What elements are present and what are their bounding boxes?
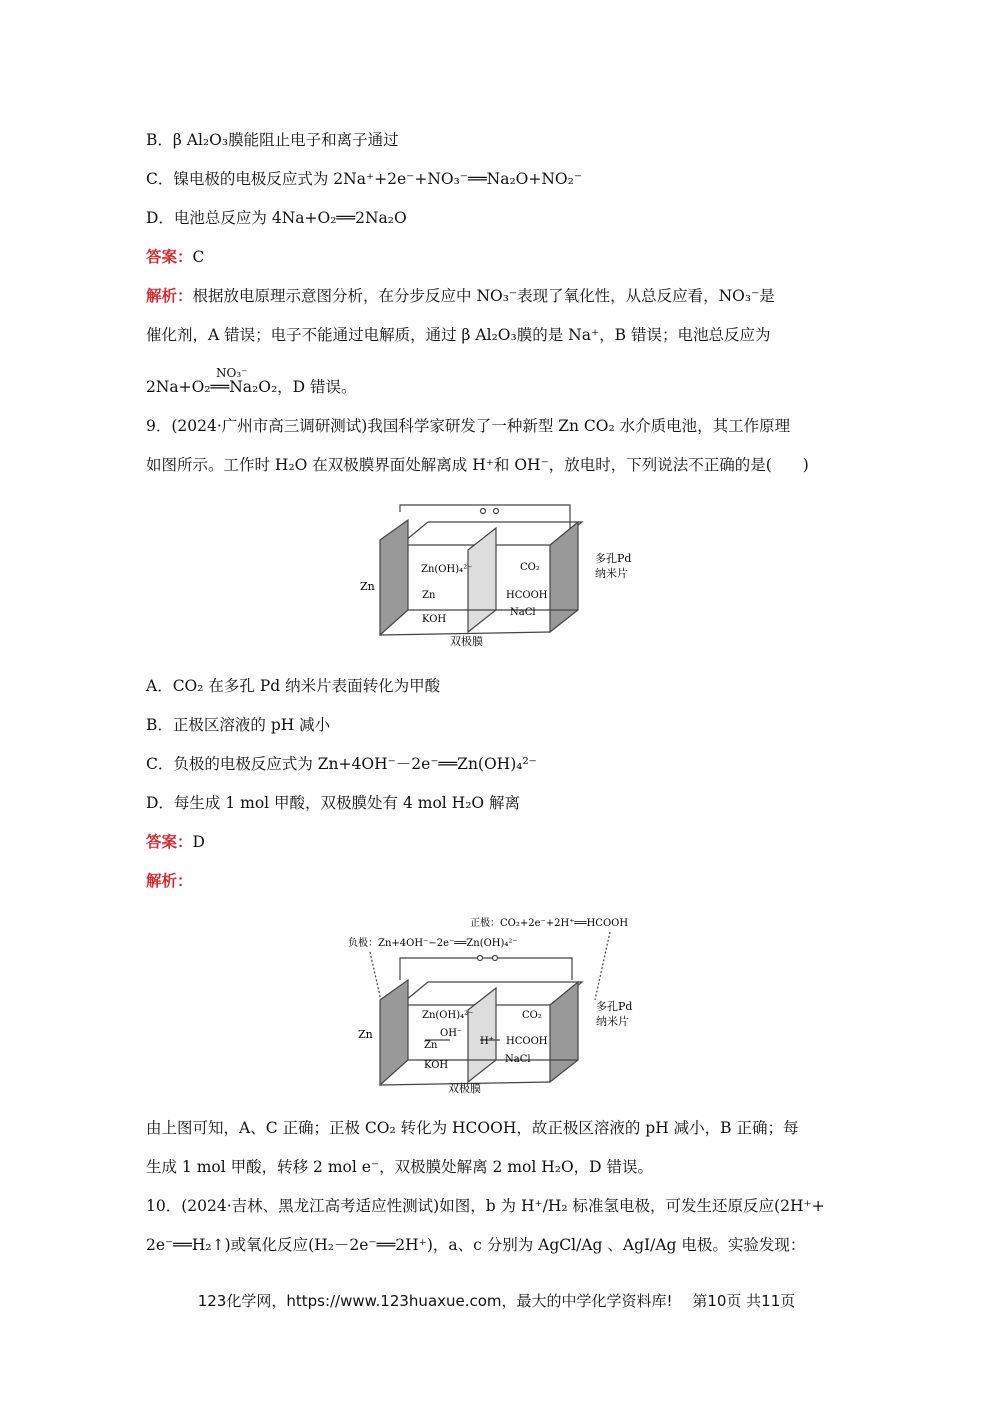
q9-analysis-label bbox=[146, 870, 193, 892]
fig2-znoh: Zn(OH)₄²⁻ bbox=[422, 1010, 474, 1021]
q8-analysis-line3: 2Na+O₂══Na₂O₂，D 错误。 bbox=[146, 378, 357, 396]
q9-stem-line2: 如图所示。工作时 H₂O 在双极膜界面处解离成 H⁺和 OH⁻，放电时，下列说法不正确的是( ) bbox=[146, 456, 809, 474]
q9-option-b: B．正极区溶液的 pH 减小 bbox=[146, 716, 331, 734]
q8-analysis-line1 bbox=[146, 285, 775, 307]
fig1-membrane: 双极膜 bbox=[450, 635, 483, 648]
fig2-positive-eq: 正极：CO₂+2e⁻+2H⁺══HCOOH bbox=[470, 918, 629, 929]
fig2-co2: CO₂ bbox=[522, 1010, 542, 1021]
fig2-oh: OH⁻ bbox=[440, 1028, 463, 1039]
fig1-koh: KOH bbox=[422, 614, 447, 625]
fig2-hcooh: HCOOH bbox=[506, 1036, 548, 1047]
page-footer: 123化学网，https://www.123huaxue.com，最大的中学化学资料库! 第10页 共11页 bbox=[197, 1292, 796, 1310]
q8-option-b: B．β Al₂O₃膜能阻止电子和离子通过 bbox=[146, 131, 399, 149]
q9-option-c: C．负极的电极反应式为 Zn+4OH⁻－2e⁻══Zn(OH)₄²⁻ bbox=[146, 755, 537, 773]
q9-analysis-after-line1: 由上图可知，A、C 正确；正极 CO₂ 转化为 HCOOH，故正极区溶液的 pH 减小，B 正确；每 bbox=[146, 1119, 799, 1137]
fig1-pd1: 多孔Pd bbox=[595, 552, 632, 565]
analysis-label: 解析： bbox=[146, 871, 193, 890]
q8-answer bbox=[146, 246, 204, 268]
fig1-znoh: Zn(OH)₄²⁻ bbox=[421, 564, 473, 575]
answer-label: 答案： bbox=[146, 832, 193, 851]
fig2-hplus: H⁺ bbox=[480, 1036, 494, 1047]
q9-option-d: D．每生成 1 mol 甲酸，双极膜处有 4 mol H₂O 解离 bbox=[146, 794, 521, 812]
q8-option-d: D．电池总反应为 4Na+O₂══2Na₂O bbox=[146, 209, 407, 227]
q9-answer bbox=[146, 831, 205, 853]
fig2-zn: Zn bbox=[358, 1028, 373, 1041]
fig1-zn-inner: Zn bbox=[422, 590, 436, 601]
fig2-zn-inner: Zn bbox=[424, 1040, 438, 1051]
fig2-negative-eq: 负极：Zn+4OH⁻−2e⁻══Zn(OH)₄²⁻ bbox=[348, 938, 518, 949]
fig2-pd2: 纳米片 bbox=[596, 1015, 629, 1028]
fig2-pd1: 多孔Pd bbox=[596, 1000, 633, 1013]
q8-option-c: C．镍电极的电极反应式为 2Na⁺+2e⁻+NO₃⁻══Na₂O+NO₂⁻ bbox=[146, 170, 583, 188]
q10-stem-line1: 10．(2024·吉林、黑龙江高考适应性测试)如图，b 为 H⁺/H₂ 标准氢电极，可发生还原反应(2H⁺+ bbox=[146, 1197, 825, 1215]
q9-option-a: A．CO₂ 在多孔 Pd 纳米片表面转化为甲酸 bbox=[146, 677, 441, 695]
battery-diagram-2 bbox=[340, 910, 660, 1095]
answer-value: C bbox=[192, 248, 205, 266]
fig1-pd2: 纳米片 bbox=[595, 567, 628, 580]
reaction-condition-label: NO₃⁻ bbox=[216, 366, 248, 380]
answer-label: 答案： bbox=[146, 247, 193, 266]
battery-diagram-1 bbox=[350, 500, 650, 650]
answer-value: D bbox=[192, 833, 205, 851]
analysis-text: 根据放电原理示意图分析，在分步反应中 NO₃⁻表现了氧化性，从总反应看，NO₃⁻是 bbox=[192, 287, 775, 305]
fig2-nacl: NaCl bbox=[505, 1054, 531, 1065]
fig1-hcooh: HCOOH bbox=[506, 590, 548, 601]
fig2-membrane: 双极膜 bbox=[448, 1082, 481, 1095]
analysis-label: 解析： bbox=[146, 286, 193, 305]
fig1-zn: Zn bbox=[360, 580, 375, 593]
q9-stem-line1: 9．(2024·广州市高三调研测试)我国科学家研发了一种新型 Zn CO₂ 水介质电池，其工作原理 bbox=[146, 417, 791, 435]
fig1-co2: CO₂ bbox=[520, 562, 540, 573]
q10-stem-line2: 2e⁻══H₂↑)或氧化反应(H₂－2e⁻══2H⁺)，a、c 分别为 AgCl/Ag 、AgI/Ag 电极。实验发现： bbox=[146, 1236, 806, 1254]
fig2-koh: KOH bbox=[424, 1060, 449, 1071]
q8-analysis-line2: 催化剂，A 错误；电子不能通过电解质，通过 β Al₂O₃膜的是 Na⁺，B 错误；电池总反应为 bbox=[146, 326, 771, 344]
q9-analysis-after-line2: 生成 1 mol 甲酸，转移 2 mol e⁻，双极膜处解离 2 mol H₂O，D 错误。 bbox=[146, 1158, 654, 1176]
fig1-nacl: NaCl bbox=[510, 607, 536, 618]
